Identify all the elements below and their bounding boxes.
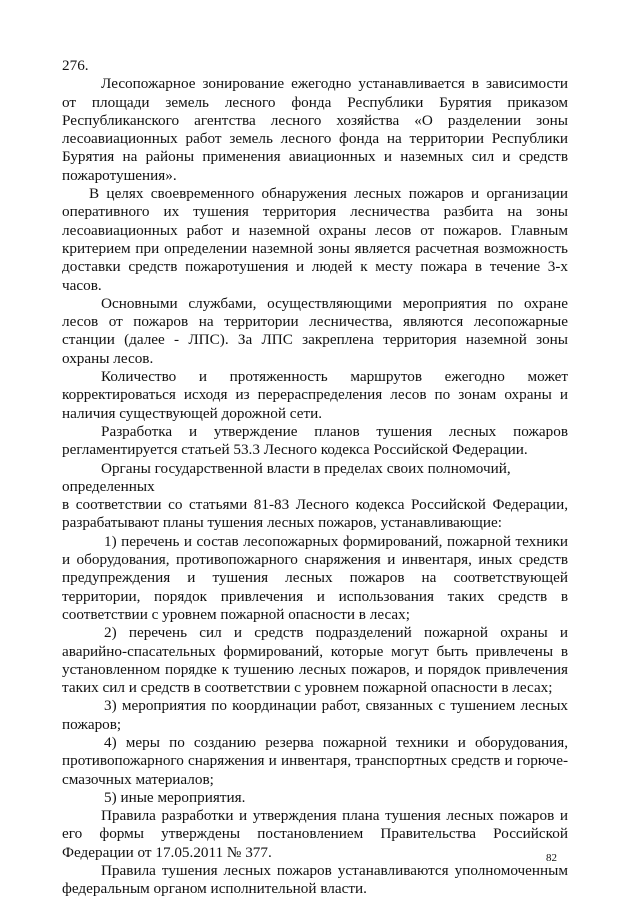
document-page [62, 57, 568, 899]
paragraph-fire-stations: Основными службами, осуществляющими мероприятия по охране лесов от пожаров на территории лесничества, являются лесопожарные станции (далее - ЛПС). За ЛПС закреплена территория наземной зоны охраны лесов. [62, 294, 568, 367]
paragraph-plans-regulation: Разработка и утверждение планов тушения лесных пожаров регламентируется статьей 53.3 Лесного кодекса Российской Федерации. [62, 422, 568, 459]
paragraph-plan-rules: Правила разработки и утверждения плана тушения лесных пожаров и его формы утверждены постановлением Правительства Российской Федерации от 17.05.2011 № 377. [62, 807, 568, 861]
list-item-1: 1) перечень и состав лесопожарных формирований, пожарной техники и оборудования, противопожарного снаряжения и инвентаря, иных средств предупреждения и тушения лесных пожаров на соответствующей территории, порядок привлечения и использования таких средств в соответствии с уровнем пожарной опасности в лесах; [62, 532, 568, 623]
paragraph-authorities-continued: в соответствии со статьями 81-83 Лесного кодекса Российской Федерации, разрабатывают планы тушения лесных пожаров, устанавливающие: [62, 496, 568, 532]
page-number: 82 [546, 852, 557, 864]
list-item-3: 3) мероприятия по координации работ, связанных с тушением лесных пожаров; [62, 697, 568, 733]
paragraph-fragment: 276. [62, 57, 89, 74]
list-item-5: 5) иные мероприятия. [104, 788, 246, 806]
paragraph-routes: Количество и протяженность маршрутов ежегодно может корректироваться исходя из перераспределения лесов по зонам охраны и наличия существующей дорожной сети. [62, 368, 568, 422]
paragraph-authorities: Органы государственной власти в пределах своих полномочий, определенных [62, 459, 511, 495]
paragraph-fire-zoning: Лесопожарное зонирование ежегодно устанавливается в зависимости от площади земель лесного фонда Республики Бурятия приказом Республиканского агентства лесного хозяйства «О разделении зоны лесоавиационных работ земель лесного фонда на территории Республики Бурятия на районы применения авиационных и наземных сил и средств пожаротушения». [62, 75, 568, 184]
paragraph-fire-rules: Правила тушения лесных пожаров устанавливаются уполномоченным федеральным органом исполнительной власти. [62, 862, 568, 898]
list-item-2: 2) перечень сил и средств подразделений пожарной охраны и аварийно-спасательных формирований, которые могут быть привлечены в установленном порядке к тушению лесных пожаров, и порядок привлечения таких сил и средств в соответствии с уровнем пожарной опасности в лесах; [62, 624, 568, 697]
list-item-4: 4) меры по созданию резерва пожарной техники и оборудования, противопожарного снаряжения и инвентаря, транспортных средств и горюче-смазочных материалов; [62, 733, 568, 788]
paragraph-fire-detection: В целях своевременного обнаружения лесных пожаров и организации оперативного их тушения территория лесничества разбита на зоны лесоавиационных работ и наземной охраны лесов от пожаров. Главным критерием при определении наземной зоны является расчетная возможность доставки средств пожаротушения и людей к месту пожара в течение 3-х часов. [62, 185, 568, 294]
